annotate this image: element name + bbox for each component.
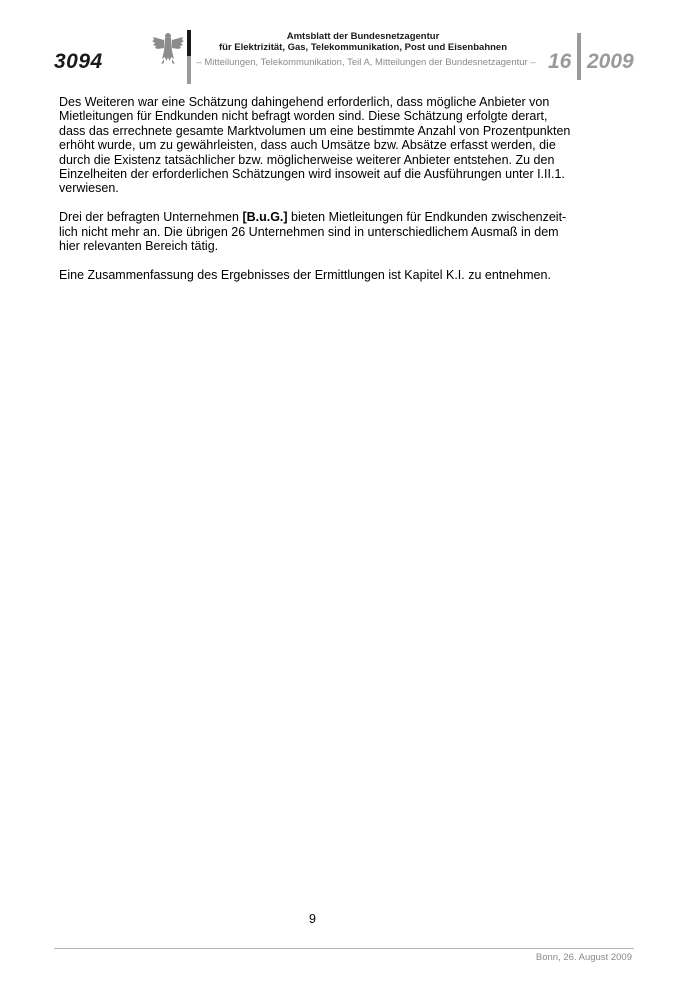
paragraph-2-text: Drei der befragten Unternehmen — [59, 210, 243, 225]
paragraph-1-line: dass das errechnete gesamte Marktvolumen um eine bestimmte Anzahl von Prozentpunkten — [59, 123, 571, 138]
paragraph-1-line: durch die Existenz tatsächlicher bzw. möglicherweise weiterer Anbieter entstehen. Zu den — [59, 152, 555, 167]
page-number: 3094 — [54, 50, 103, 73]
issue-divider-bar — [577, 33, 581, 80]
issue-year: 2009 — [587, 50, 634, 73]
publication-title-line2: für Elektrizität, Gas, Telekommunikation, Post und Eisenbahnen — [218, 42, 508, 53]
paragraph-2-line — [59, 210, 589, 224]
paragraph-1-line: verwiesen. — [59, 181, 119, 196]
paragraph-3 — [59, 268, 589, 282]
footer-date: Bonn, 26. August 2009 — [535, 952, 632, 963]
footer-divider — [54, 948, 634, 949]
paragraph-1 — [59, 95, 589, 196]
redaction-marker: [B.u.G.] — [242, 210, 288, 225]
paragraph-1-line: Mietleitungen für Endkunden nicht befragt worden sind. Diese Schätzung erfolgte derart, — [59, 109, 548, 124]
page-index: 9 — [309, 912, 316, 926]
header-divider-bar-lower — [187, 56, 191, 84]
federal-eagle-icon — [152, 31, 184, 65]
paragraph-2-line: hier relevanten Bereich tätig. — [59, 239, 219, 254]
paragraph-2-text: bieten Mietleitungen für Endkunden zwischenzeit- — [287, 210, 567, 225]
paragraph-2 — [59, 210, 589, 253]
issue-number: 16 — [548, 50, 572, 73]
paragraph-3-line: Eine Zusammenfassung des Ergebnisses der Ermittlungen ist Kapitel K.I. zu entnehmen. — [59, 267, 551, 282]
paragraph-1-line: Des Weiteren war eine Schätzung dahingehend erforderlich, dass mögliche Anbieter von — [59, 95, 550, 109]
publication-title: Amtsblatt der Bundesnetzagentur — [286, 31, 440, 42]
document-body — [59, 95, 589, 297]
paragraph-1-line: Einzelheiten der erforderlichen Schätzungen wird insoweit auf die Ausführungen unter I.II.1. — [59, 167, 565, 182]
paragraph-2-line: lich nicht mehr an. Die übrigen 26 Unternehmen sind in unterschiedlichem Ausmaß in dem — [59, 224, 559, 239]
publication-section-subtitle: – Mitteilungen, Telekommunikation, Teil A, Mitteilungen der Bundesnetzagentur – — [196, 57, 536, 68]
paragraph-1-line: erhöht wurde, um zu gewährleisten, dass auch Umsätze bzw. Absätze erfasst werden, die — [59, 138, 556, 153]
